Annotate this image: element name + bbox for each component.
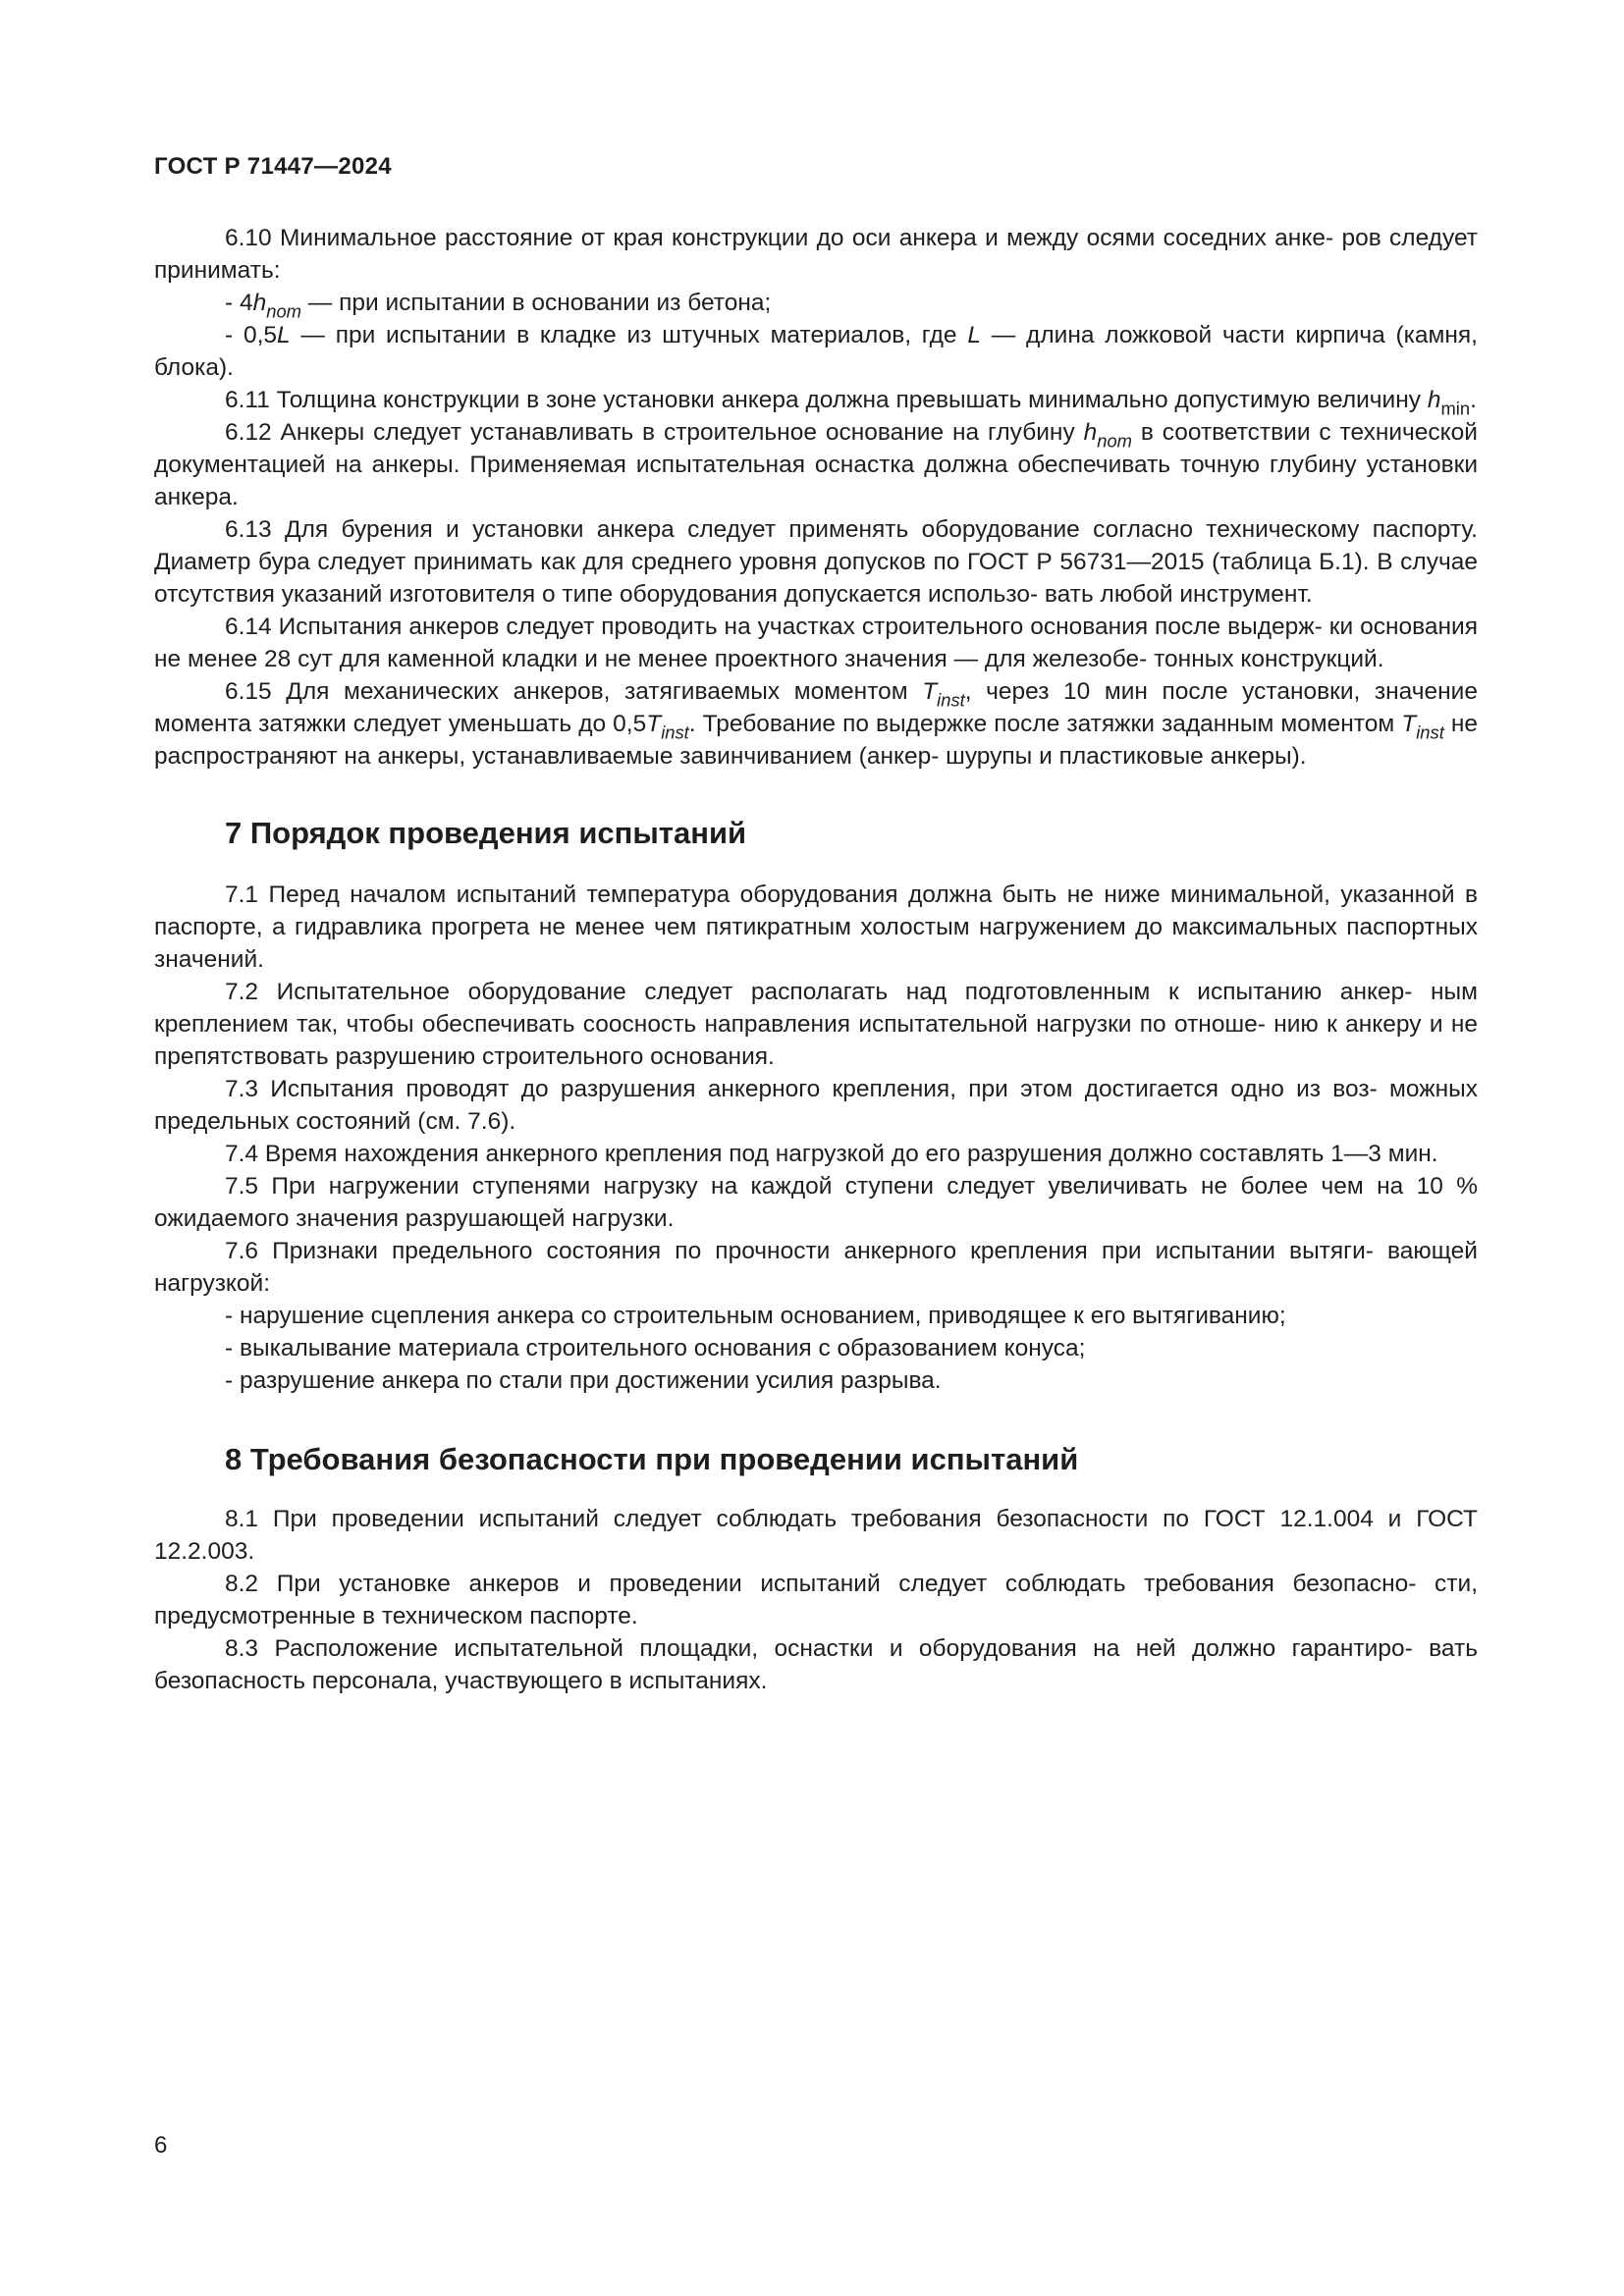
page-number: 6 <box>154 2132 168 2159</box>
list-item: - 0,5L — при испытании в кладке из штучных материалов, где L — длина ложковой части кирпича (камня, блока). <box>154 322 1478 381</box>
clause-7-3: 7.3 Испытания проводят до разрушения анкерного крепления, при этом достигается одно из воз- можных предельных состояний (см. 7.6). <box>154 1076 1478 1135</box>
clause-6-13: 6.13 Для бурения и установки анкера следует применять оборудование согласно техническому паспорту. Диаметр бура следует принимать как для среднего уровня допусков по ГОСТ Р 56731—2015 (таблица Б.1). В случае отсутствия указаний изготовителя о типе оборудования допускается использо- вать любой инструмент. <box>154 516 1478 608</box>
clause-8-3: 8.3 Расположение испытательной площадки, оснастки и оборудования на ней должно гарантиро- вать безопасность персонала, участвующего в испытаниях. <box>154 1635 1478 1694</box>
document-body <box>154 222 1478 1697</box>
clause-7-6: 7.6 Признаки предельного состояния по прочности анкерного крепления при испытании вытяги- вающей нагрузкой: <box>154 1238 1478 1297</box>
clause-7-2: 7.2 Испытательное оборудование следует располагать над подготовленным к испытанию анкер- ным креплением так, чтобы обеспечивать соосность направления испытательной нагрузки по отноше- нию к анкеру и не препятствовать разрушению строительного основания. <box>154 979 1478 1070</box>
list-item: - разрушение анкера по стали при достижении усилия разрыва. <box>225 1367 942 1394</box>
clause-6-10: 6.10 Минимальное расстояние от края конструкции до оси анкера и между осями соседних анке- ров следует принимать: <box>154 225 1478 284</box>
list-item: - нарушение сцепления анкера со строительным основанием, приводящее к его вытягиванию; <box>225 1303 1286 1329</box>
section-8-heading: 8 Требования безопасности при проведении испытаний <box>225 1442 1079 1476</box>
clause-7-4: 7.4 Время нахождения анкерного крепления под нагрузкой до его разрушения должно составлять 1—3 мин. <box>225 1141 1438 1167</box>
clause-8-2: 8.2 При установке анкеров и проведении испытаний следует соблюдать требования безопасно- сти, предусмотренные в техническом паспорте. <box>154 1571 1478 1629</box>
list-item: - выкалывание материала строительного основания с образованием конуса; <box>225 1335 1086 1362</box>
clause-6-12: 6.12 Анкеры следует устанавливать в строительное основание на глубину $h_{nom}$ в соответствии с технической документацией на анкеры. Применяемая испытательная оснастка должна обеспечивать точную глубину установки анкера. <box>154 419 1478 510</box>
list-item: - $4h_{nom}$ — при испытании в основании из бетона; <box>225 290 772 322</box>
clause-7-5: 7.5 При нагружении ступенями нагрузку на каждой ступени следует увеличивать не более чем на 10 % ожидаемого значения разрушающей нагрузки. <box>154 1173 1478 1232</box>
section-7-heading: 7 Порядок проведения испытаний <box>225 816 747 850</box>
clause-6-11: 6.11 Толщина конструкции в зоне установки анкера должна превышать минимально допустимую величину $h_{min}$. <box>225 387 1477 419</box>
clause-6-15: 6.15 Для механических анкеров, затягиваемых моментом $T_{inst}$, через 10 мин после установки, значение момента затяжки следует уменьшать до $0,5T_{inst}$. Требование по выдержке после затяжки заданным моментом $T_{inst}$ не распространяют на анкеры, устанавливаемые завинчиванием (анкер- шурупы и пластиковые анкеры). <box>154 678 1478 770</box>
document-header: ГОСТ Р 71447—2024 <box>154 153 392 180</box>
clause-7-1: 7.1 Перед началом испытаний температура оборудования должна быть не ниже минимальной, указанной в паспорте, а гидравлика прогрета не менее чем пятикратным холостым нагружением до максимальных паспортных значений. <box>154 881 1478 973</box>
clause-8-1: 8.1 При проведении испытаний следует соблюдать требования безопасности по ГОСТ 12.1.004 и ГОСТ 12.2.003. <box>154 1506 1478 1565</box>
clause-6-14: 6.14 Испытания анкеров следует проводить на участках строительного основания после выдерж- ки основания не менее 28 сут для каменной кладки и не менее проектного значения — для железобе- тонных конструкций. <box>154 614 1478 672</box>
